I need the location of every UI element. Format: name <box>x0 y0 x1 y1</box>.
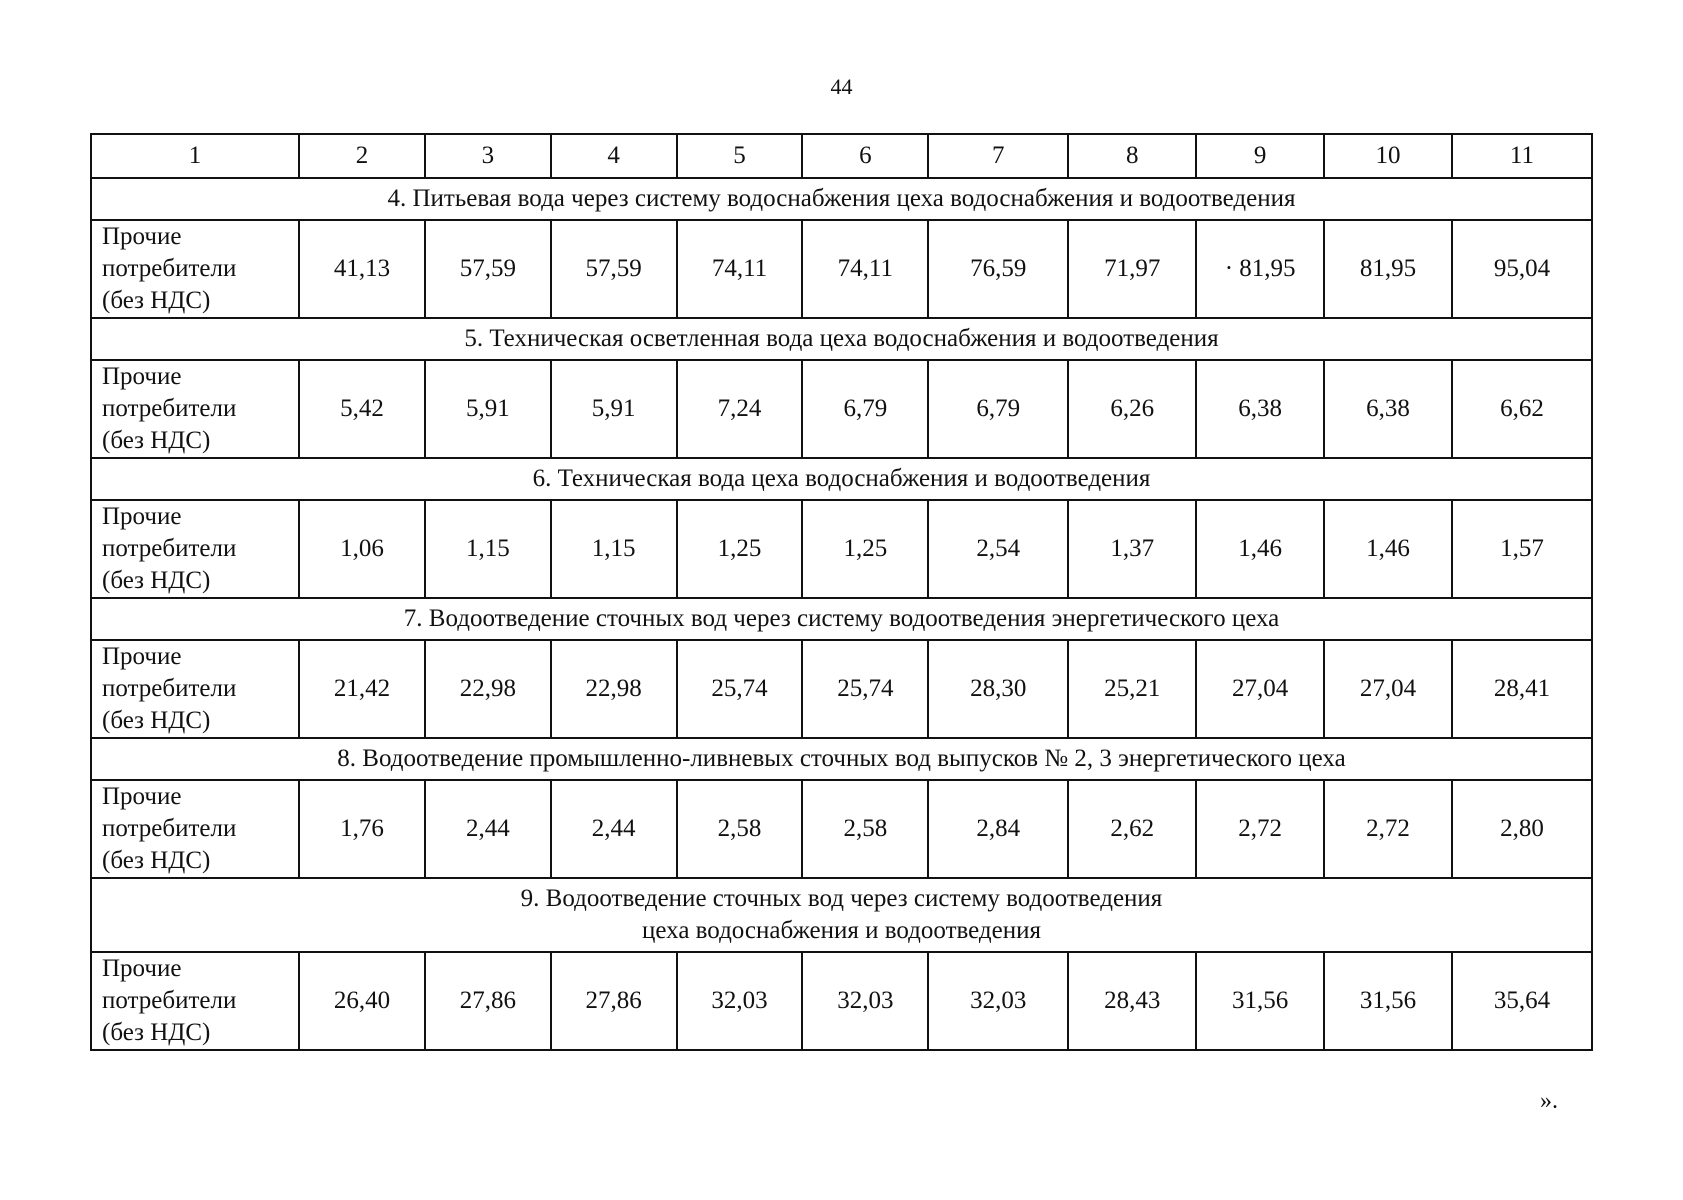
table-row <box>91 780 1592 878</box>
table-row <box>91 500 1592 598</box>
tariff-value: 74,11 <box>677 220 803 318</box>
tariff-value: 32,03 <box>677 952 803 1050</box>
tariff-value: 28,30 <box>928 640 1068 738</box>
section-title-text: 9. Водоотведение сточных вод через систему водоотведения <box>520 885 1163 912</box>
section-title-row <box>91 318 1592 360</box>
tariff-value: 6,79 <box>928 360 1068 458</box>
column-number: 3 <box>425 134 551 178</box>
tariff-value: 1,57 <box>1452 500 1592 598</box>
section-title <box>91 738 1592 780</box>
tariff-value: 22,98 <box>425 640 551 738</box>
tariff-value: 6,26 <box>1068 360 1196 458</box>
consumer-label-line: Прочие <box>102 643 182 670</box>
section-title-row <box>91 878 1592 952</box>
consumer-label <box>91 220 299 318</box>
tariff-value: 71,97 <box>1068 220 1196 318</box>
section-title-row <box>91 738 1592 780</box>
column-number: 6 <box>802 134 928 178</box>
table-body <box>91 134 1592 1050</box>
tariff-value: 31,56 <box>1324 952 1452 1050</box>
closing-quote-mark: ». <box>1540 1088 1558 1114</box>
section-title <box>91 598 1592 640</box>
consumer-label <box>91 500 299 598</box>
tariff-value: 5,91 <box>551 360 677 458</box>
tariff-value: 22,98 <box>551 640 677 738</box>
tariff-value: 1,76 <box>299 780 425 878</box>
tariff-value: 6,38 <box>1324 360 1452 458</box>
tariff-value: 28,41 <box>1452 640 1592 738</box>
consumer-label-line: потребители <box>102 255 237 282</box>
tariff-value: 1,37 <box>1068 500 1196 598</box>
section-title-row <box>91 598 1592 640</box>
section-title <box>91 878 1592 952</box>
consumer-label-line: (без НДС) <box>102 427 211 454</box>
tariff-value: 32,03 <box>928 952 1068 1050</box>
consumer-label <box>91 952 299 1050</box>
tariff-value: · 81,95 <box>1196 220 1324 318</box>
table-row <box>91 360 1592 458</box>
consumer-label-line: Прочие <box>102 783 182 810</box>
column-number: 9 <box>1196 134 1324 178</box>
consumer-label-line: Прочие <box>102 363 182 390</box>
tariff-table <box>90 133 1593 1051</box>
consumer-label <box>91 780 299 878</box>
consumer-label-line: потребители <box>102 535 237 562</box>
consumer-label-line: потребители <box>102 987 237 1014</box>
section-title-text: 8. Водоотведение промышленно-ливневых сточных вод выпусков № 2, 3 энергетического цеха <box>337 745 1346 772</box>
consumer-label-line: (без НДС) <box>102 1019 211 1046</box>
tariff-value: 1,46 <box>1324 500 1452 598</box>
column-number: 4 <box>551 134 677 178</box>
tariff-value: 28,43 <box>1068 952 1196 1050</box>
consumer-label-line: Прочие <box>102 955 182 982</box>
section-title-text: 7. Водоотведение сточных вод через систему водоотведения энергетического цеха <box>403 605 1280 632</box>
tariff-value: 21,42 <box>299 640 425 738</box>
consumer-label-line: (без НДС) <box>102 567 211 594</box>
tariff-value: 25,74 <box>677 640 803 738</box>
tariff-value: 57,59 <box>425 220 551 318</box>
tariff-value: 2,72 <box>1324 780 1452 878</box>
tariff-value: 5,42 <box>299 360 425 458</box>
tariff-value: 2,84 <box>928 780 1068 878</box>
tariff-value: 27,86 <box>425 952 551 1050</box>
section-title-text: 5. Техническая осветленная вода цеха водоснабжения и водоотведения <box>464 325 1219 352</box>
tariff-value: 5,91 <box>425 360 551 458</box>
consumer-label <box>91 640 299 738</box>
tariff-value: 25,74 <box>802 640 928 738</box>
tariff-value: 57,59 <box>551 220 677 318</box>
tariff-value: 74,11 <box>802 220 928 318</box>
tariff-value: 2,80 <box>1452 780 1592 878</box>
consumer-label-line: (без НДС) <box>102 847 211 874</box>
section-title <box>91 178 1592 220</box>
tariff-value: 2,44 <box>551 780 677 878</box>
tariff-value: 2,58 <box>677 780 803 878</box>
tariff-value: 2,58 <box>802 780 928 878</box>
tariff-value: 1,46 <box>1196 500 1324 598</box>
consumer-label-line: потребители <box>102 675 237 702</box>
section-title-text: 6. Техническая вода цеха водоснабжения и водоотведения <box>532 465 1151 492</box>
tariff-value: 2,72 <box>1196 780 1324 878</box>
tariff-value: 6,62 <box>1452 360 1592 458</box>
tariff-value: 6,79 <box>802 360 928 458</box>
tariff-value: 1,25 <box>802 500 928 598</box>
section-title-text-line2: цеха водоснабжения и водоотведения <box>642 917 1041 944</box>
column-number: 8 <box>1068 134 1196 178</box>
tariff-value: 2,44 <box>425 780 551 878</box>
section-title <box>91 458 1592 500</box>
tariff-value: 2,62 <box>1068 780 1196 878</box>
table-row <box>91 640 1592 738</box>
tariff-value: 7,24 <box>677 360 803 458</box>
tariff-value: 76,59 <box>928 220 1068 318</box>
tariff-value: 81,95 <box>1324 220 1452 318</box>
column-number: 7 <box>928 134 1068 178</box>
column-number: 10 <box>1324 134 1452 178</box>
tariff-value: 25,21 <box>1068 640 1196 738</box>
consumer-label-line: потребители <box>102 815 237 842</box>
tariff-value: 31,56 <box>1196 952 1324 1050</box>
tariff-value: 1,15 <box>551 500 677 598</box>
column-number: 1 <box>91 134 299 178</box>
tariff-value: 26,40 <box>299 952 425 1050</box>
section-title <box>91 318 1592 360</box>
table-row <box>91 952 1592 1050</box>
tariff-value: 27,04 <box>1324 640 1452 738</box>
consumer-label-line: Прочие <box>102 223 182 250</box>
tariff-value: 95,04 <box>1452 220 1592 318</box>
consumer-label-line: потребители <box>102 395 237 422</box>
section-title-text: 4. Питьевая вода через систему водоснабжения цеха водоснабжения и водоотведения <box>387 185 1296 212</box>
column-number: 5 <box>677 134 803 178</box>
tariff-value: 1,25 <box>677 500 803 598</box>
section-title-row <box>91 178 1592 220</box>
tariff-value: 27,04 <box>1196 640 1324 738</box>
column-number: 2 <box>299 134 425 178</box>
tariff-value: 32,03 <box>802 952 928 1050</box>
section-title-row <box>91 458 1592 500</box>
consumer-label-line: (без НДС) <box>102 287 211 314</box>
table-row <box>91 220 1592 318</box>
tariff-value: 35,64 <box>1452 952 1592 1050</box>
consumer-label <box>91 360 299 458</box>
tariff-value: 1,06 <box>299 500 425 598</box>
column-number-row <box>91 134 1592 178</box>
column-number: 11 <box>1452 134 1592 178</box>
tariff-value: 41,13 <box>299 220 425 318</box>
consumer-label-line: (без НДС) <box>102 707 211 734</box>
consumer-label-line: Прочие <box>102 503 182 530</box>
tariff-value: 2,54 <box>928 500 1068 598</box>
page-number: 44 <box>830 74 853 99</box>
tariff-value: 27,86 <box>551 952 677 1050</box>
tariff-value: 6,38 <box>1196 360 1324 458</box>
tariff-value: 1,15 <box>425 500 551 598</box>
